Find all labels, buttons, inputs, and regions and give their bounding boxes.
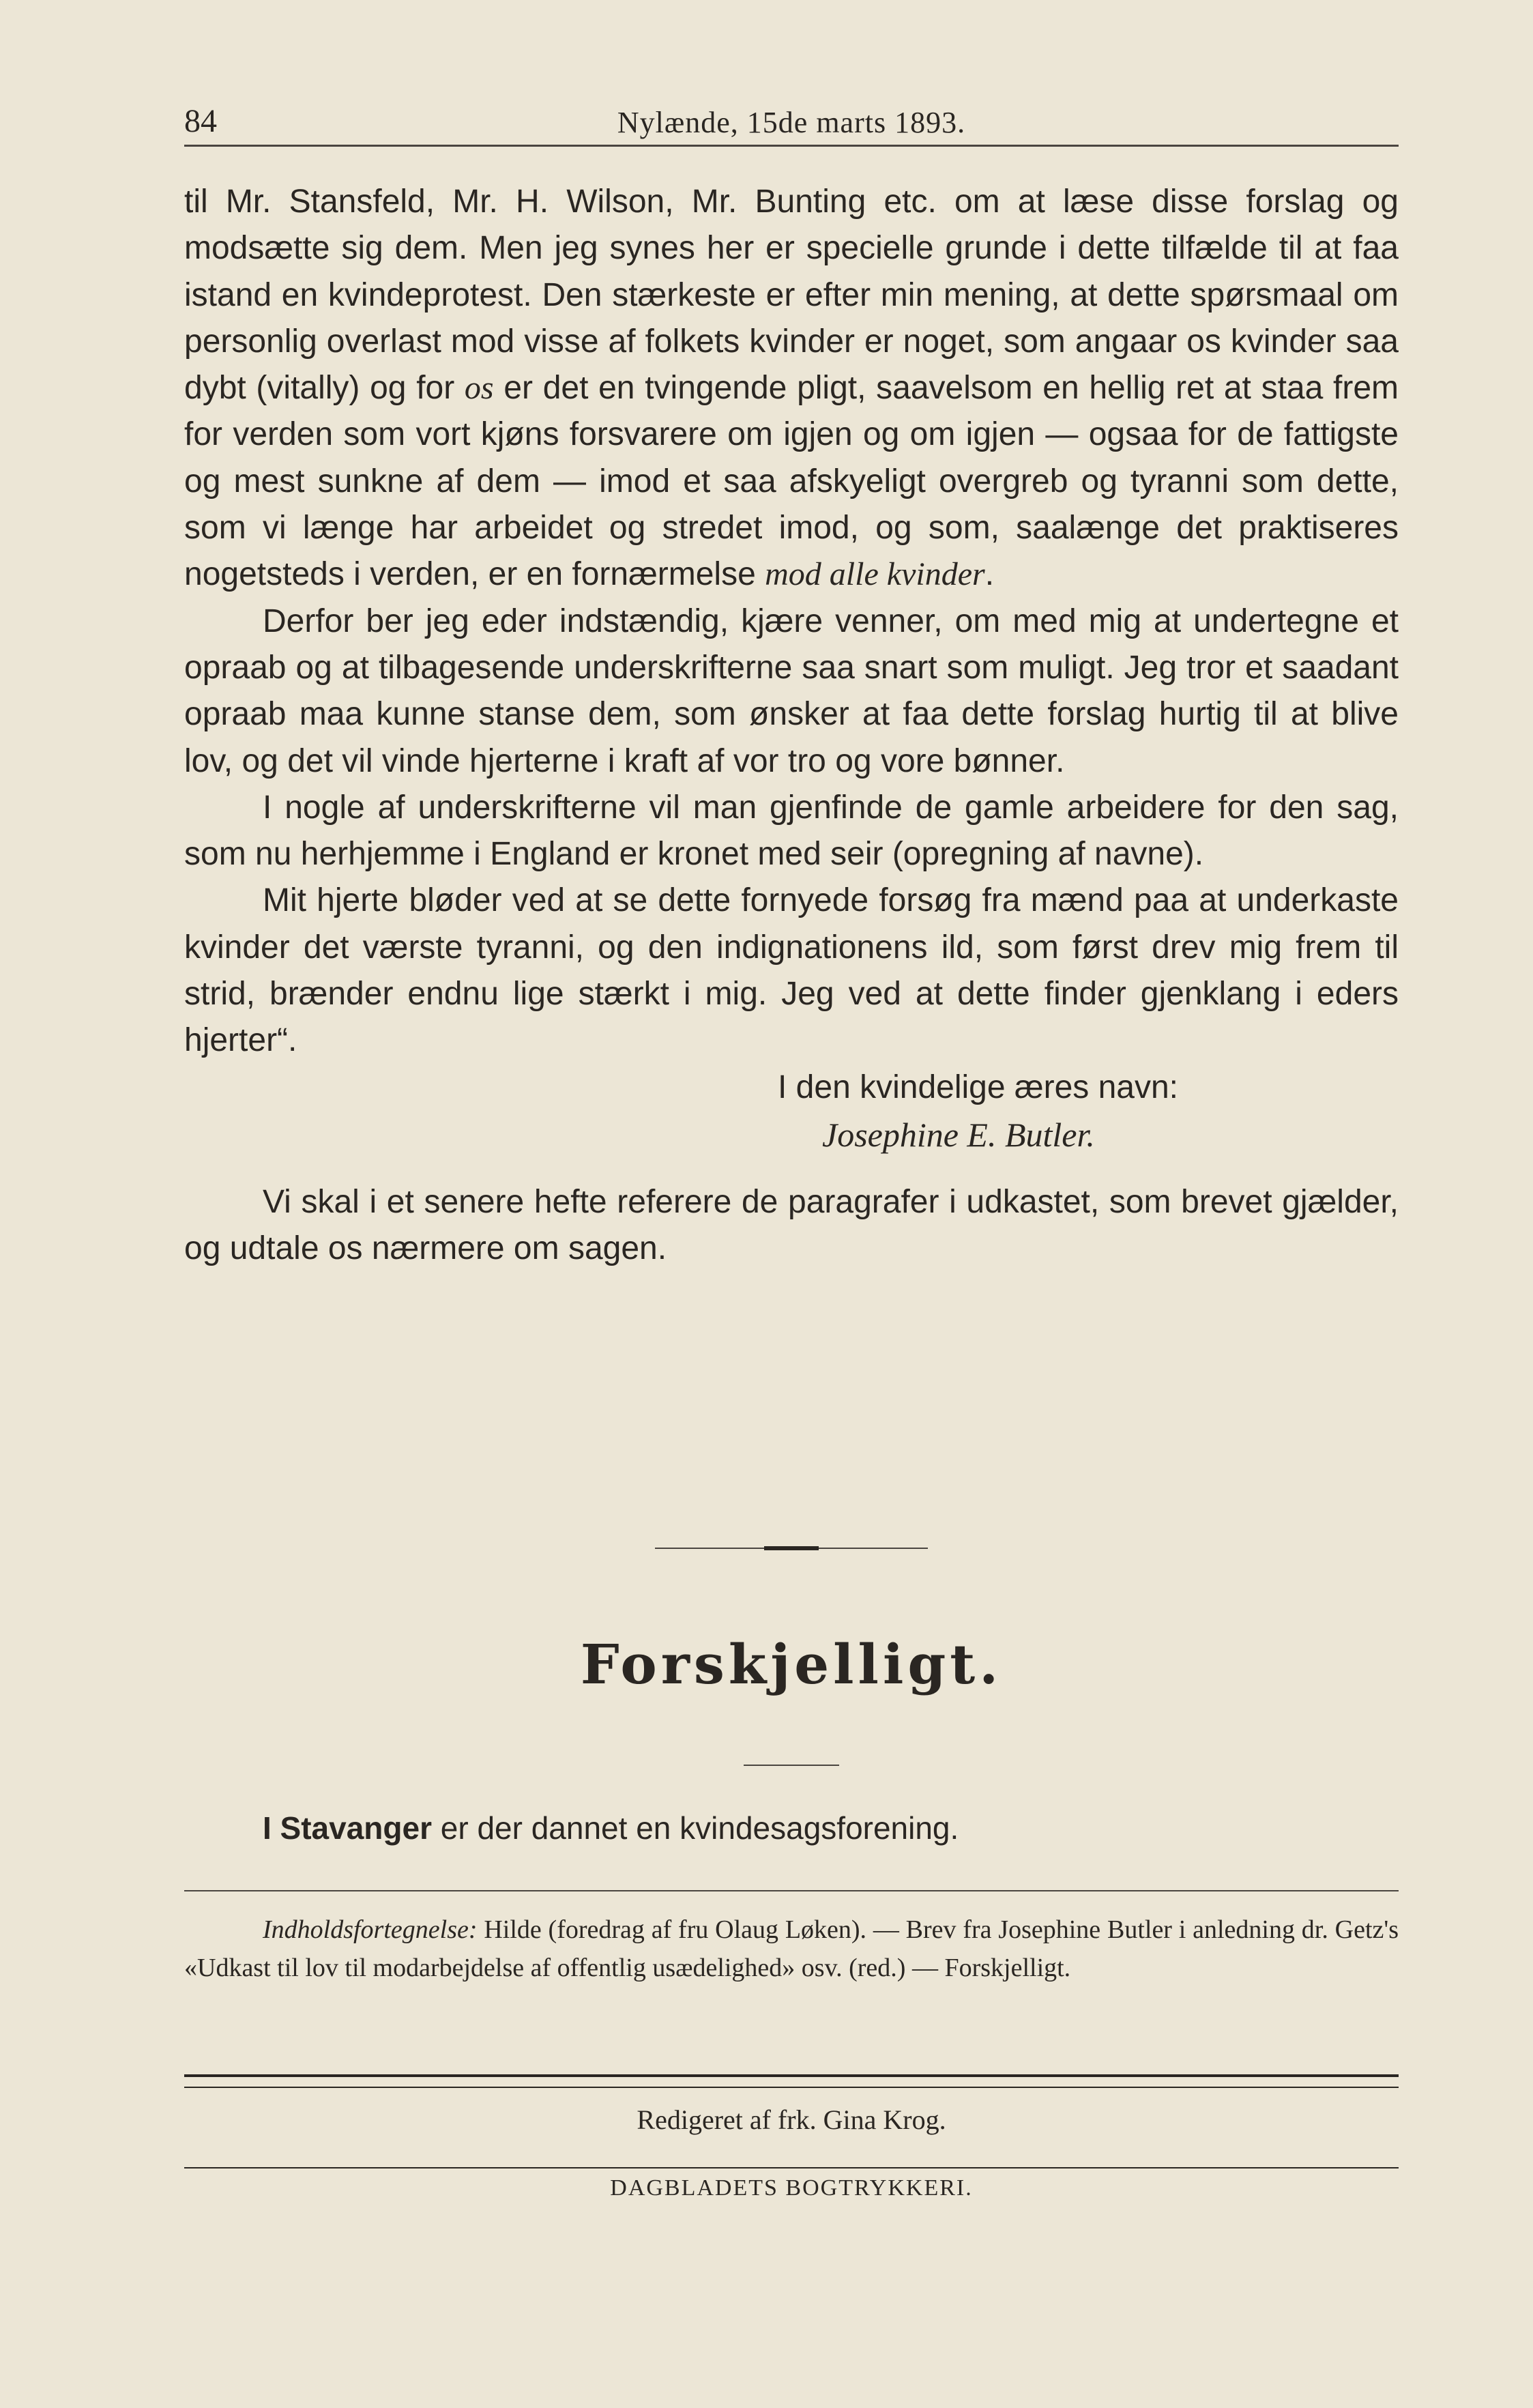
section-short-rule <box>744 1765 839 1766</box>
section-ornament-rule <box>655 1546 928 1550</box>
running-title: Nylænde, 15de marts 1893. <box>617 106 966 139</box>
header-rule <box>184 145 1399 147</box>
toc-rule <box>184 1890 1399 1891</box>
section-title: Forskjelligt. <box>580 1632 1003 1696</box>
letter-body <box>184 179 1399 1273</box>
printer-line: DAGBLADETS BOGTRYKKERI. <box>610 2175 973 2201</box>
toc-label: Indholdsfortegnelse: <box>263 1915 478 1944</box>
letter-paragraph-3: I nogle af underskrifterne vil man gjenfinde de gamle arbeidere for den sag, som nu herhjemme i England er kronet med seir (opregning af navne). <box>184 789 1399 873</box>
p1-text-a: til Mr. Stansfeld, Mr. H. Wilson, Mr. Bunting etc. om at læse disse forslag og modsætte sig dem. Men jeg synes her er specielle grunde i dette tilfælde til at faa istand en kvindeprotest. Den stærkeste er efter min mening, at dette spørsmaal om personlig overlast mod visse af folkets kvinder er noget, som angaar os kvinder saa dybt (vitally) og for <box>184 184 1399 407</box>
p1-emphasis: mod alle kvinder <box>765 556 985 593</box>
editor-line: Redigeret af frk. Gina Krog. <box>637 2104 946 2135</box>
p1-italic-os: os <box>464 370 494 407</box>
letter-signature: Josephine E. Butler. <box>822 1115 1095 1154</box>
letter-signoff: I den kvindelige æres navn: <box>778 1069 1179 1105</box>
editorial-note: Vi skal i et senere hefte referere de paragrafer i udkastet, som brevet gjælder, og udtale os nærmere om sagen. <box>184 1183 1399 1267</box>
footer-rule <box>184 2167 1399 2168</box>
news-item <box>263 1810 1399 1846</box>
letter-paragraph-2: Derfor ber jeg eder indstændig, kjære venner, om med mig at undertegne et opraab og at tilbagesende underskrifterne saa snart som muligt. Jeg tror et saadant opraab maa kunne stanse dem, som ønsker at faa dette forslag hurtig til at blive lov, og det vil vinde hjerterne i kraft af vor tro og vore bønner. <box>184 603 1399 779</box>
news-item-text: er der dannet en kvindesagsforening. <box>440 1810 959 1846</box>
page-header <box>184 96 1399 143</box>
letter-paragraph-4: Mit hjerte bløder ved at se dette fornyede forsøg fra mænd paa at underkaste kvinder det værste tyranni, og den indignationens ild, som først drev mig frem til strid, brænder endnu lige stærkt i mig. Jeg ved at dette finder gjenklang i eders hjerter“. <box>184 882 1399 1059</box>
p1-end: . <box>984 556 995 593</box>
toc-text: Hilde (foredrag af fru Olaug Løken). — Brev fra Josephine Butler i anledning dr. Getz's «Udkast til lov til modarbejdelse af offentlig usædelighed» osv. (red.) — Forskjelligt. <box>184 1915 1399 1982</box>
news-item-lead: I Stavanger <box>263 1810 432 1846</box>
page-number: 84 <box>184 103 217 139</box>
p1-text-b: er det en tvingende pligt, saavelsom en hellig ret at staa frem for verden som vort kjøns forsvarere om igjen og om igjen — ogsaa for de fattigste og mest sunkne af dem — imod et saa afskyeligt overgreb og tyranni som dette, som vi længe har arbeidet og stredet imod, og som, saalænge det praktiseres nogetsteds i verden, er en fornærmelse <box>184 370 1399 593</box>
footer-double-rule <box>184 2074 1399 2088</box>
table-of-contents <box>184 1911 1399 1987</box>
letter-paragraph-1 <box>184 179 1399 598</box>
